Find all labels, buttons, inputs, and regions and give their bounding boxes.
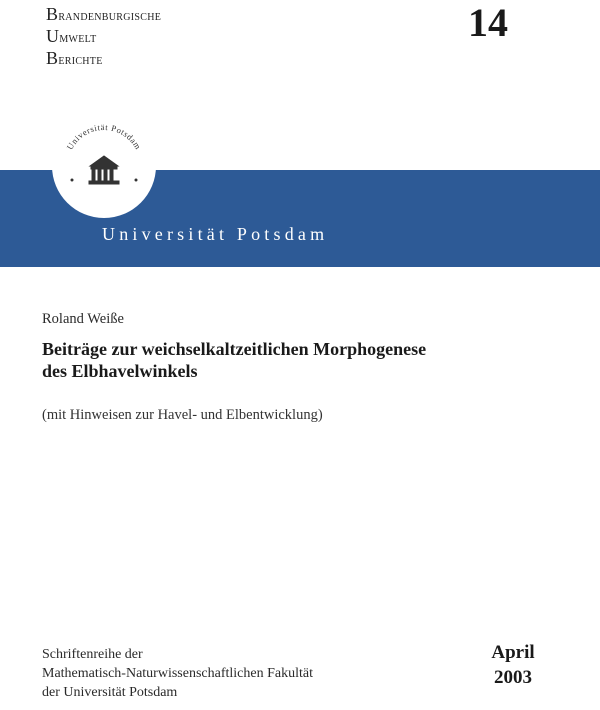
- issue-number: 14: [468, 0, 508, 45]
- title-line-1: Beiträge zur weichselkaltzeitlichen Morphogenese: [42, 339, 427, 359]
- publication-year: 2003: [494, 667, 532, 688]
- document-title: [42, 338, 562, 382]
- document-subtitle: (mit Hinweisen zur Havel- und Elbentwicklung): [42, 407, 323, 423]
- series-line-3: Berichte: [46, 48, 103, 68]
- seal-arc-text: Universität Potsdam: [64, 121, 144, 152]
- publisher-line-3: der Universität Potsdam: [42, 685, 178, 700]
- university-seal-icon: [46, 108, 162, 224]
- series-line-2: Umwelt: [46, 26, 97, 46]
- publication-month: April: [491, 642, 535, 663]
- title-line-2: des Elbhavelwinkels: [42, 361, 198, 381]
- publisher-block: [42, 645, 313, 702]
- series-title: [46, 4, 161, 70]
- banner-text: Universität Potsdam: [102, 224, 329, 244]
- publisher-line-2: Mathematisch-Naturwissenschaftlichen Fakultät: [42, 666, 313, 681]
- publication-date: [478, 640, 548, 690]
- publisher-line-1: Schriftenreihe der: [42, 647, 143, 662]
- author-name: Roland Weiße: [42, 311, 124, 327]
- series-line-1: Brandenburgische: [46, 4, 162, 24]
